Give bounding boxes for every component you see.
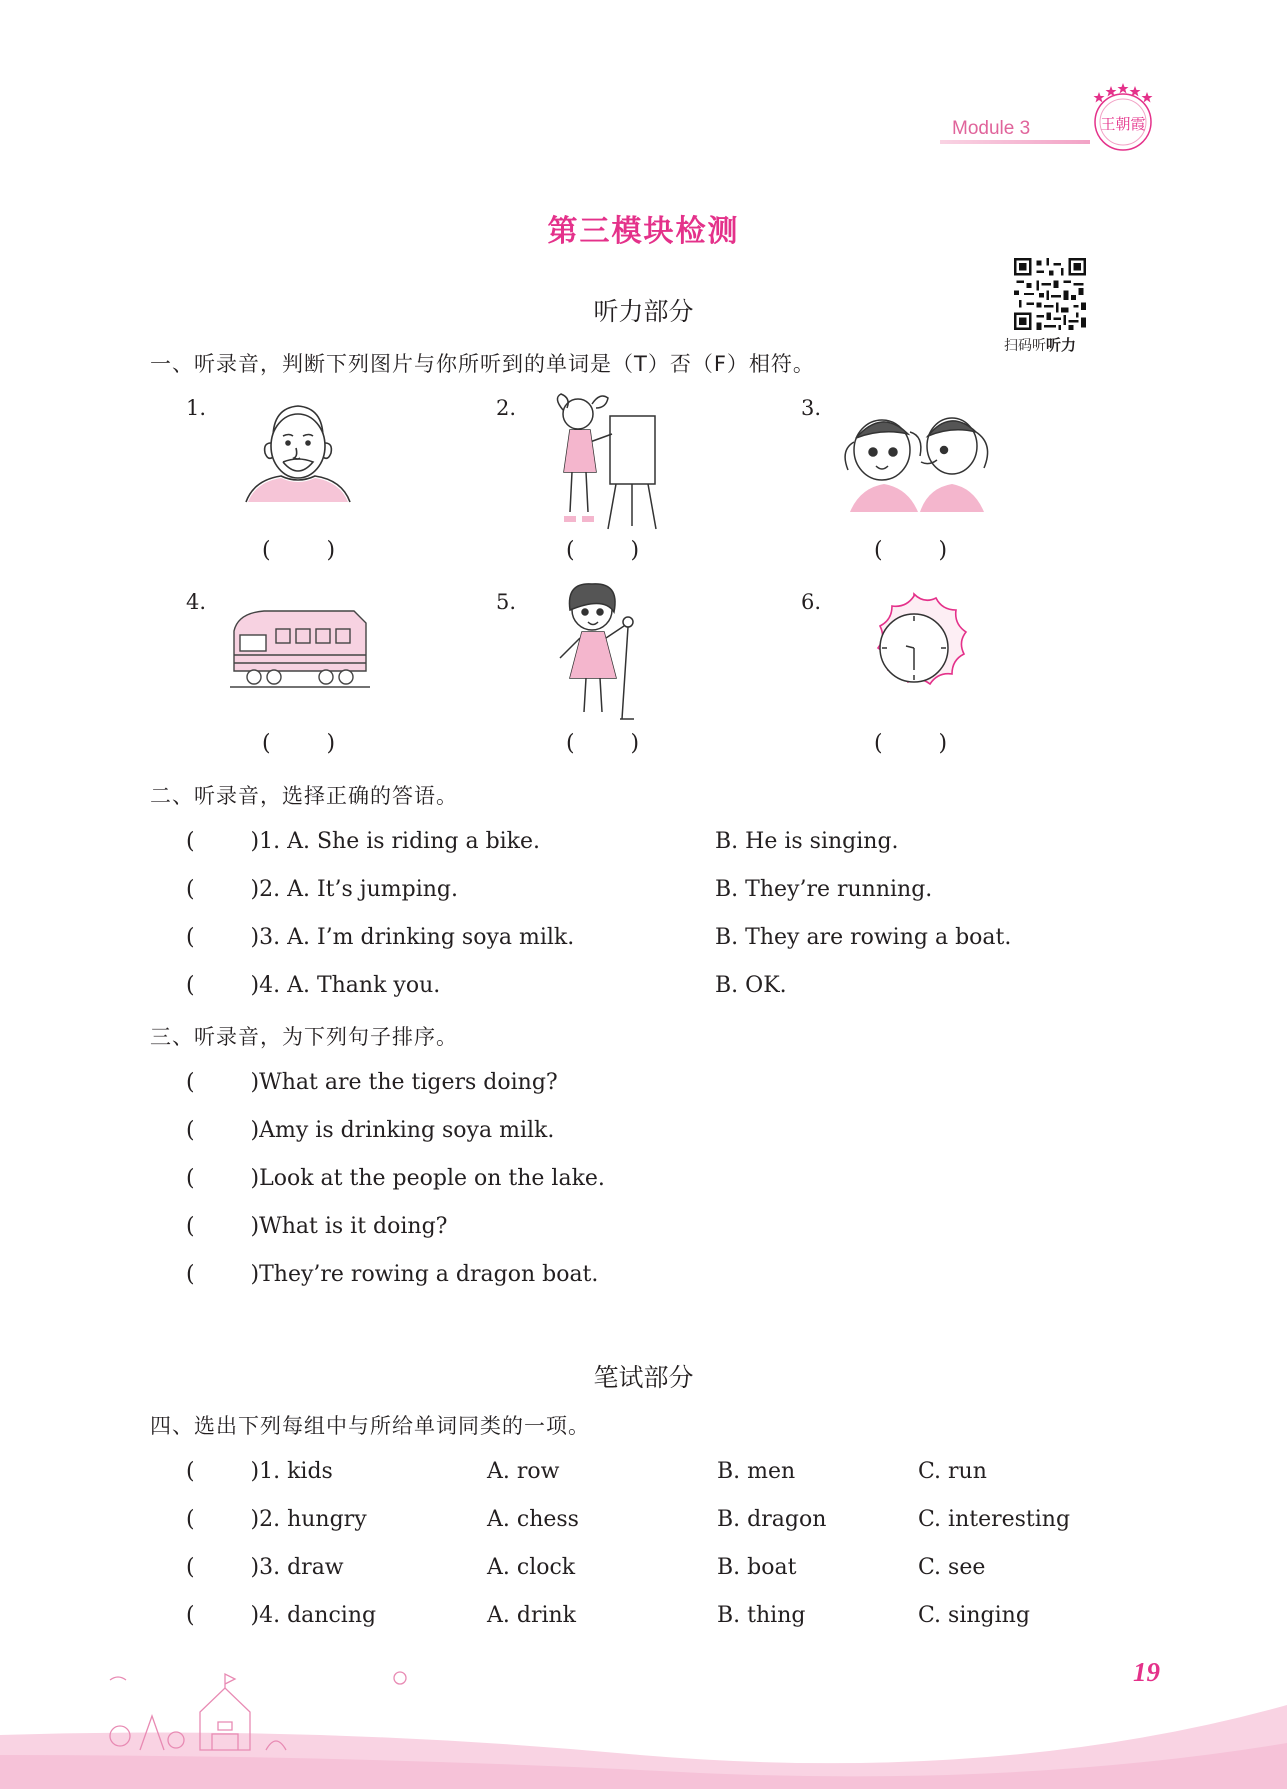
option-b[interactable]: B. He is singing. <box>715 829 899 854</box>
sentence-item: ( )They’re rowing a dragon boat. <box>186 1262 599 1287</box>
answer-blank[interactable]: ( ) <box>874 731 948 756</box>
option-b[interactable]: B. boat <box>717 1555 797 1580</box>
question-stem: ( )1. A. She is riding a bike. <box>186 829 541 854</box>
sentence-item: ( )What are the tigers doing? <box>186 1070 558 1095</box>
section4-heading: 四、选出下列每组中与所给单词同类的一项。 <box>150 1414 590 1438</box>
option-b[interactable]: B. men <box>717 1459 796 1484</box>
listening-heading: 听力部分 <box>593 297 694 326</box>
grandpa-icon <box>238 398 358 503</box>
sentence-item: ( )Amy is drinking soya milk. <box>186 1118 555 1143</box>
section1-heading: 一、听录音，判断下列图片与你所听到的单词是（T）否（F）相符。 <box>150 352 815 376</box>
question-stem: ( )1. kids <box>186 1459 333 1484</box>
option-b[interactable]: B. OK. <box>715 973 787 998</box>
picture-number: 5. <box>496 590 517 614</box>
option-c[interactable]: C. singing <box>918 1603 1030 1628</box>
brand-logo <box>1085 80 1161 156</box>
answer-blank[interactable]: ( ) <box>566 538 640 563</box>
girls-whispering-icon <box>840 402 1000 512</box>
footer-decoration <box>0 1640 1287 1789</box>
question-stem: ( )4. dancing <box>186 1603 377 1628</box>
qr-caption-prefix: 扫码听 <box>1004 338 1046 354</box>
page-number: 19 <box>1133 1657 1160 1687</box>
sentence-item: ( )What is it doing? <box>186 1214 448 1239</box>
option-c[interactable]: C. interesting <box>918 1507 1071 1532</box>
picture-number: 1. <box>186 396 207 420</box>
train-icon <box>230 605 370 695</box>
question-stem: ( )2. A. It’s jumping. <box>186 877 458 902</box>
option-a[interactable]: A. row <box>487 1459 560 1484</box>
option-a[interactable]: A. clock <box>487 1555 576 1580</box>
question-stem: ( )2. hungry <box>186 1507 367 1532</box>
answer-blank[interactable]: ( ) <box>262 731 336 756</box>
option-c[interactable]: C. see <box>918 1555 986 1580</box>
question-stem: ( )4. A. Thank you. <box>186 973 441 998</box>
picture-number: 4. <box>186 590 207 614</box>
picture-number: 6. <box>801 590 822 614</box>
module-label: Module 3 <box>952 118 1031 139</box>
sentence-item: ( )Look at the people on the lake. <box>186 1166 605 1191</box>
qr-code-icon[interactable] <box>1014 258 1086 330</box>
option-b[interactable]: B. thing <box>717 1603 806 1628</box>
option-b[interactable]: B. They’re running. <box>715 877 933 902</box>
module-underline <box>940 140 1090 144</box>
clock-icon <box>856 590 972 706</box>
qr-caption-emphasis: 听力 <box>1046 336 1077 354</box>
question-stem: ( )3. draw <box>186 1555 344 1580</box>
option-a[interactable]: A. drink <box>487 1603 577 1628</box>
answer-blank[interactable]: ( ) <box>874 538 948 563</box>
answer-blank[interactable]: ( ) <box>566 731 640 756</box>
option-a[interactable]: A. chess <box>487 1507 579 1532</box>
question-stem: ( )3. A. I’m drinking soya milk. <box>186 925 575 950</box>
page-title: 第三模块检测 <box>547 214 740 249</box>
picture-number: 3. <box>801 396 822 420</box>
section2-heading: 二、听录音，选择正确的答语。 <box>150 784 458 808</box>
girl-drawing-icon <box>548 392 668 532</box>
option-c[interactable]: C. run <box>918 1459 987 1484</box>
girl-singing-icon <box>550 580 660 728</box>
writing-heading: 笔试部分 <box>593 1363 694 1392</box>
picture-number: 2. <box>496 396 517 420</box>
logo-text: 王朝霞 <box>1100 115 1146 133</box>
answer-blank[interactable]: ( ) <box>262 538 336 563</box>
option-b[interactable]: B. They are rowing a boat. <box>715 925 1012 950</box>
qr-caption <box>1004 334 1076 355</box>
option-b[interactable]: B. dragon <box>717 1507 827 1532</box>
section3-heading: 三、听录音，为下列句子排序。 <box>150 1025 458 1049</box>
